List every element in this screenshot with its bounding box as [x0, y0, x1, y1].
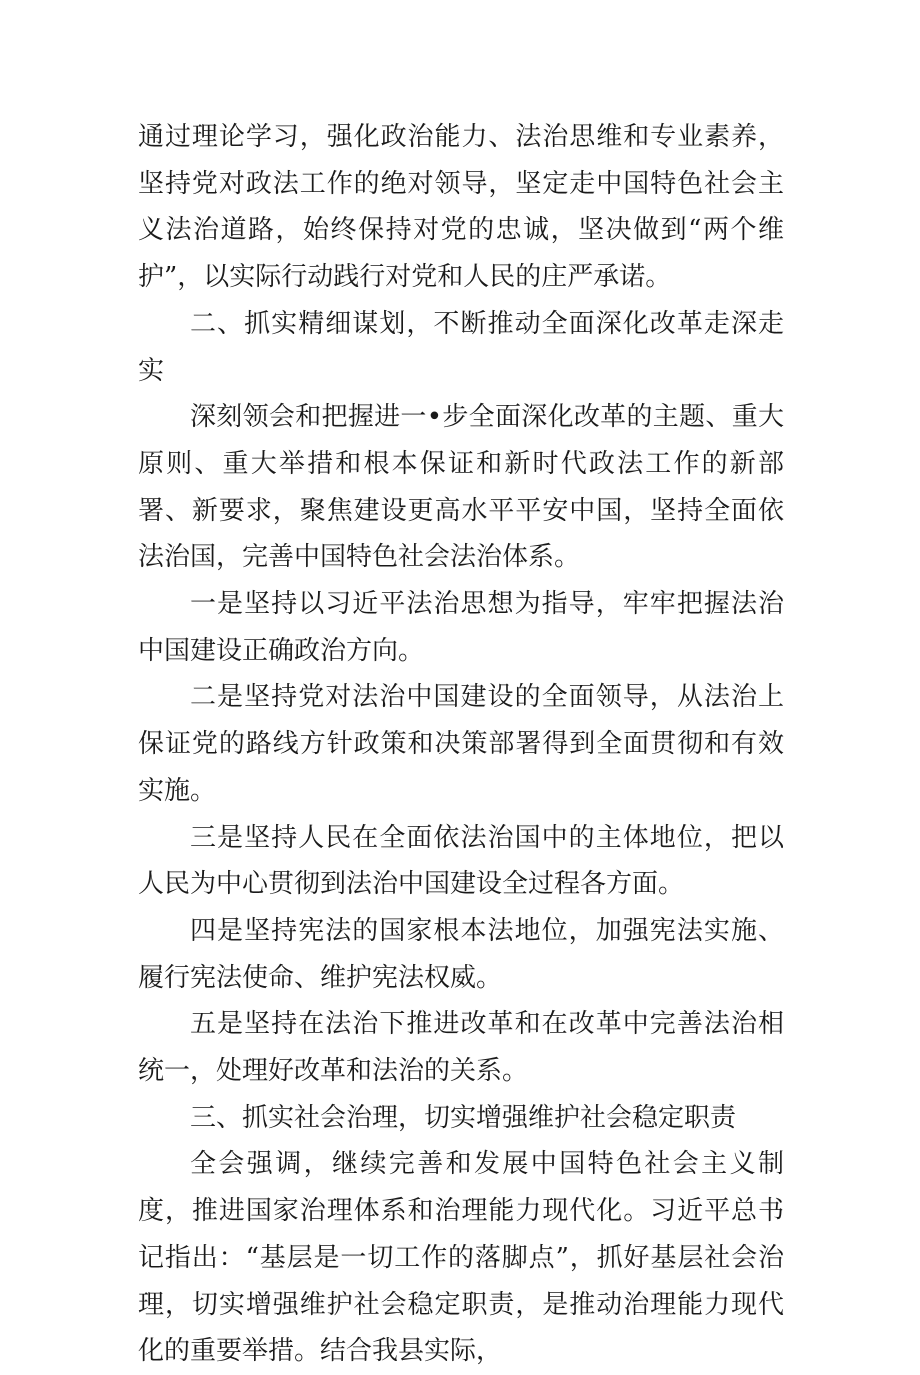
paragraph-point-one: 一是坚持以习近平法治思想为指导，牢牢把握法治中国建设正确政治方向。: [138, 589, 784, 666]
document-body: [138, 114, 784, 1375]
paragraph-continuation: 通过理论学习，强化政治能力、法治思维和专业素养，坚持党对政法工作的绝对领导，坚定走中国特色社会主义法治道路，始终保持对党的忠诚，坚决做到“两个维护”，以实际行动践行对党和人民的庄严承诺。: [138, 122, 784, 293]
paragraph-reform-overview: 深刻领会和把握进一•步全面深化改革的主题、重大原则、重大举措和根本保证和新时代政法工作的新部署、新要求，聚焦建设更高水平平安中国，坚持全面依法治国，完善中国特色社会法治体系。: [138, 402, 784, 573]
paragraph-point-three: 三是坚持人民在全面依法治国中的主体地位，把以人民为中心贯彻到法治中国建设全过程各方面。: [138, 822, 784, 900]
paragraph-point-two: 二是坚持党对法治中国建设的全面领导，从法治上保证党的路线方针政策和决策部署得到全面贯彻和有效实施。: [138, 682, 784, 806]
section-heading-three: 三、抓实社会治理，切实增强维护社会稳定职责: [190, 1102, 737, 1133]
paragraph-social-governance: 全会强调，继续完善和发展中国特色社会主义制度，推进国家治理体系和治理能力现代化。习近平总书记指出：“基层是一切工作的落脚点”，抓好基层社会治理，切实增强维护社会稳定职责，是推动治理能力现代化的重要举措。结合我县实际，: [138, 1149, 784, 1367]
paragraph-point-four: 四是坚持宪法的国家根本法地位，加强宪法实施、履行宪法使命、维护宪法权威。: [138, 915, 784, 993]
section-heading-two: 二、抓实精细谋划，不断推动全面深化改革走深走实: [138, 308, 784, 386]
paragraph-point-five: 五是坚持在法治下推进改革和在改革中完善法治相统一，处理好改革和法治的关系。: [138, 1009, 784, 1087]
